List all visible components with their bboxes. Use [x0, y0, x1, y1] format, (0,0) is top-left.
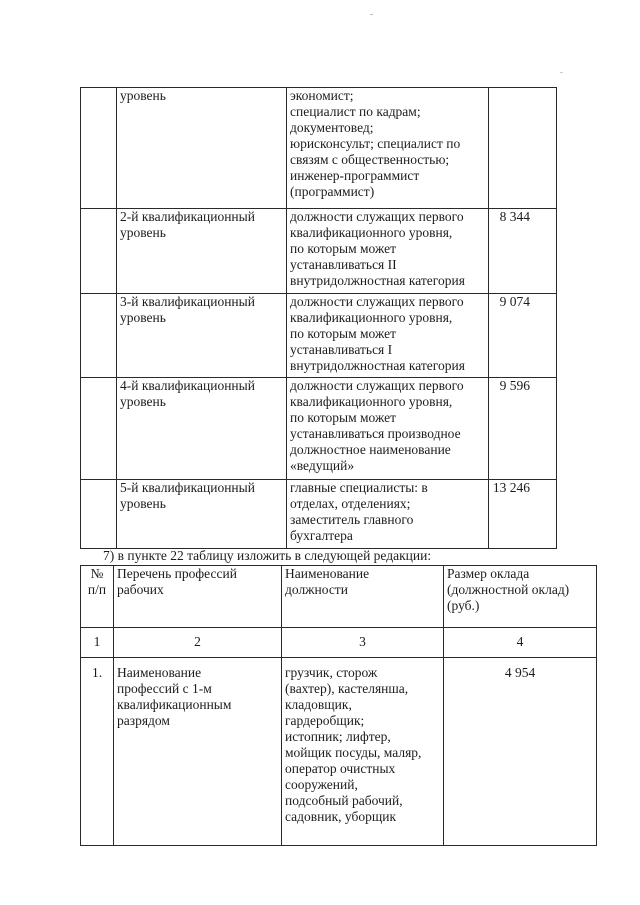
positions-cell: главные специалисты: в отделах, отделениях; заместитель главного бухгалтера: [287, 480, 489, 549]
positions-cell: должности служащих первого квалификационного уровня, по которым может устанавливаться I внутридолжностная категория: [287, 294, 489, 378]
positions-cell: должности служащих первого квалификационного уровня, по которым может устанавливаться II внутридолжностная категория: [287, 209, 489, 294]
scan-mark: [560, 72, 563, 73]
column-number: 2: [114, 628, 282, 658]
header-positions: Наименование должности: [282, 566, 444, 628]
salary-cell: 13 246: [489, 480, 557, 549]
header-salary: Размер оклада (должностной оклад) (руб.): [444, 566, 597, 628]
row-number-cell: [81, 378, 117, 480]
table-row: [81, 480, 557, 549]
row-number-cell: [81, 294, 117, 378]
level-cell: уровень: [117, 88, 287, 209]
table-row: [81, 294, 557, 378]
column-numbering-row: [81, 628, 597, 658]
salary-cell: [489, 88, 557, 209]
salary-cell: 9 596: [489, 378, 557, 480]
salary-cell: 4 954: [444, 658, 597, 846]
row-number-cell: 1.: [81, 658, 114, 846]
table-row: [81, 378, 557, 480]
positions-cell: должности служащих первого квалификационного уровня, по которым может устанавливаться производное должностное наименование «ведущий»: [287, 378, 489, 480]
workers-salary-table: [80, 565, 597, 846]
column-number: 1: [81, 628, 114, 658]
row-number-cell: [81, 88, 117, 209]
professions-cell: Наименование профессий с 1-м квалификационным разрядом: [114, 658, 282, 846]
header-number: № п/п: [81, 566, 114, 628]
qualification-levels-table: [80, 87, 557, 549]
salary-cell: 9 074: [489, 294, 557, 378]
row-number-cell: [81, 209, 117, 294]
column-number: 3: [282, 628, 444, 658]
row-number-cell: [81, 480, 117, 549]
column-number: 4: [444, 628, 597, 658]
level-cell: 5-й квалификационный уровень: [117, 480, 287, 549]
amendment-instruction: 7) в пункте 22 таблицу изложить в следующей редакции:: [103, 548, 432, 563]
level-cell: 2-й квалификационный уровень: [117, 209, 287, 294]
positions-cell: экономист; специалист по кадрам; документовед; юрисконсульт; специалист по связям с общественностью; инженер-программист (программист): [287, 88, 489, 209]
scan-mark: [370, 14, 373, 15]
salary-cell: 8 344: [489, 209, 557, 294]
header-professions: Перечень профессий рабочих: [114, 566, 282, 628]
table-row: [81, 209, 557, 294]
table-row: [81, 658, 597, 846]
table-header-row: [81, 566, 597, 628]
level-cell: 4-й квалификационный уровень: [117, 378, 287, 480]
level-cell: 3-й квалификационный уровень: [117, 294, 287, 378]
table-row: [81, 88, 557, 209]
positions-cell: грузчик, сторож (вахтер), кастелянша, кладовщик, гардеробщик; истопник; лифтер, мойщик посуды, маляр, оператор очистных сооружений, подсобный рабочий, садовник, уборщик: [282, 658, 444, 846]
